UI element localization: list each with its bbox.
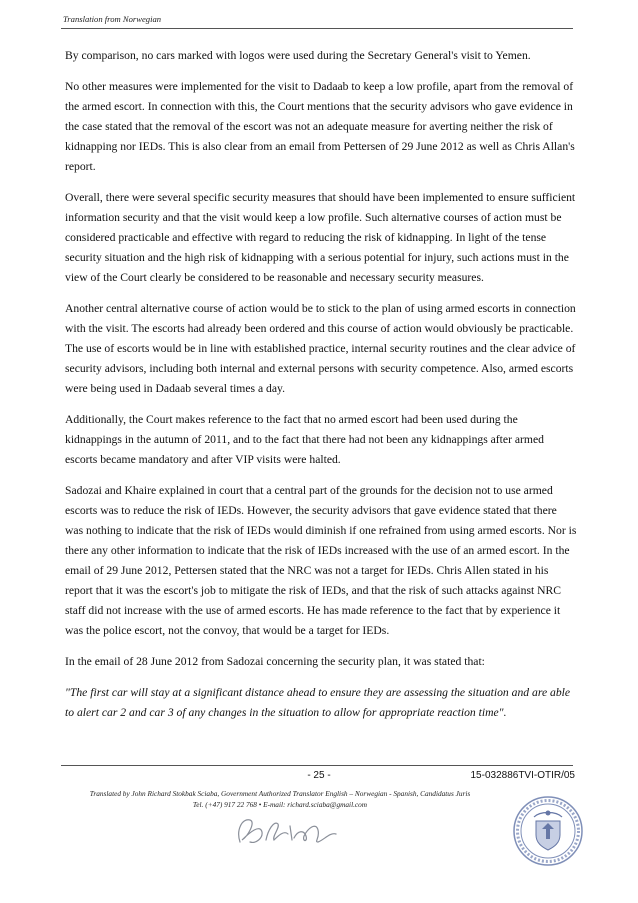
translator-credit: Translated by John Richard Stokbak Sciaba, Government Authorized Translator English – Norwegian - Spanish, Candidatus Juris — [89, 789, 471, 798]
paragraph: Additionally, the Court makes reference to the fact that no armed escort had been used during the kidnappings in the autumn of 2011, and to the fact that there had not been any kidnappings after armed escorts became mandatory and after VIP visits were halted. — [65, 413, 544, 466]
translator-contact: Tel. (+47) 917 22 768 • E-mail: richard.sciaba@gmail.com — [192, 800, 368, 809]
translator-seal-image — [512, 795, 584, 867]
page-number: - 25 - — [307, 770, 331, 781]
block-quote: "The first car will stay at a significant distance ahead to ensure they are assessing the situation and are able to alert car 2 and car 3 of any changes in the situation to allow for appropriate reaction time". — [65, 686, 571, 719]
document-body — [65, 46, 577, 734]
paragraph: By comparison, no cars marked with logos were used during the Secretary General's visit to Yemen. — [65, 49, 531, 62]
paragraph: No other measures were implemented for the visit to Dadaab to keep a low profile, apart from the removal of the armed escort. In connection with this, the Court mentions that the security advisors who gave evidence in the case stated that the removal of the escort was not an adequate measure for averting neither the risk of kidnapping nor IEDs. This is also clear from an email from Pettersen of 29 June 2012 as well as Chris Allan's report. — [65, 80, 575, 173]
paragraph: In the email of 28 June 2012 from Sadozai concerning the security plan, it was stated that: — [65, 655, 485, 668]
header-label: Translation from Norwegian — [63, 14, 162, 24]
paragraph: Overall, there were several specific security measures that should have been implemented to ensure sufficient information security and that the visit would keep a low profile. Such alternative courses of action must be considered practicable and effective with regard to reducing the risk of kidnapping. In light of the tense security situation and the high risk of kidnapping with a serious potential for injury, such actions must in the view of the Court clearly be considered to be reasonable and necessary security measures. — [65, 191, 576, 284]
paragraph: Sadozai and Khaire explained in court that a central part of the grounds for the decision not to use armed escorts was to reduce the risk of IEDs. However, the security advisors that gave evidence stated that there was nothing to indicate that the risk of IEDs would diminish if one refrained from using armed escorts. Nor is there any other information to indicate that the risk of IEDs increased with the use of an armed escort. In the email of 29 June 2012, Pettersen stated that the NRC was not a target for IEDs. Chris Allen stated in his report that it was the escort's job to mitigate the risk of IEDs, and that the risk of such attacks against NRC staff did not increase with the use of armed escorts. He has made reference to the fact that by experience it was the police escort, not the convoy, that would be a target for IEDs. — [65, 484, 577, 637]
paragraph: Another central alternative course of action would be to stick to the plan of using armed escorts in connection with the visit. The escorts had already been ordered and this course of action would obviously be practicable. The use of escorts would be in line with established practice, internal security routines and the clear advice of security advisors, including both internal and external persons with security competence. Also, armed escorts were being used in Dadaab several times a day. — [65, 302, 576, 395]
footer-rule — [61, 765, 573, 766]
translator-info — [0, 788, 560, 810]
signature-image — [232, 812, 342, 852]
document-reference: 15-032886TVI-OTIR/05 — [470, 770, 575, 781]
header-rule — [61, 28, 573, 29]
